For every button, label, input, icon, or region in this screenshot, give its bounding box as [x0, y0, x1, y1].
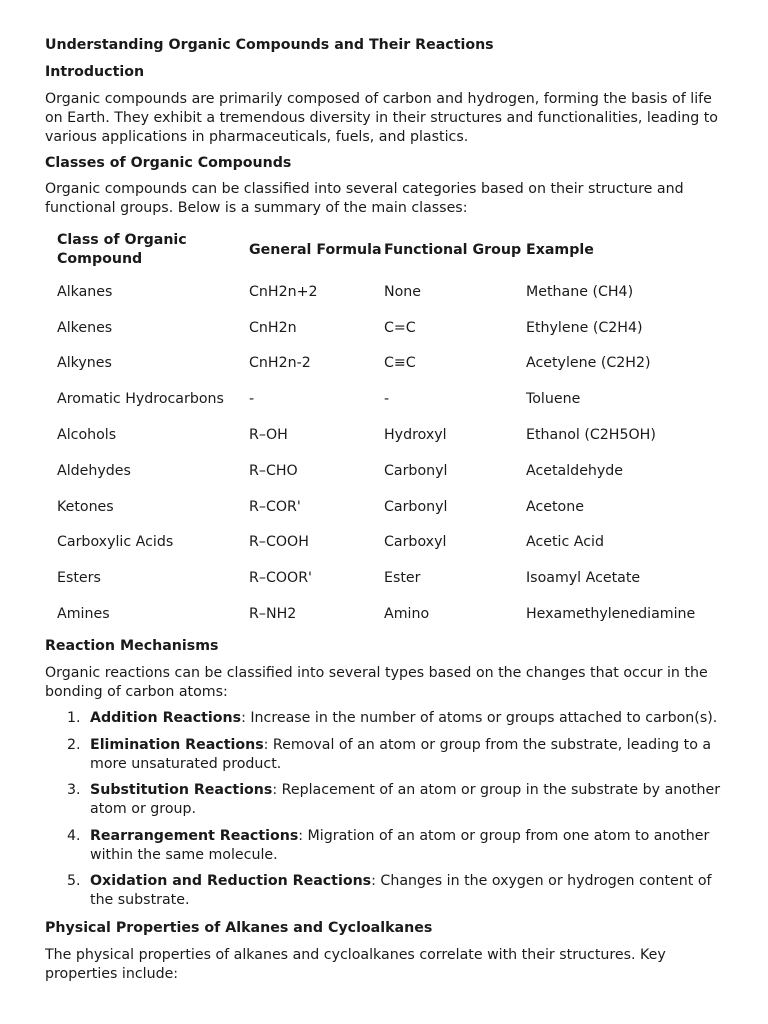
- list-term: Addition Reactions: [90, 710, 242, 726]
- list-term: Oxidation and Reduction Reactions: [90, 873, 372, 889]
- list-number: 4.: [67, 827, 81, 844]
- formula-cell: R–CHO: [249, 462, 298, 479]
- table-row: [45, 310, 725, 346]
- class-cell: Carboxylic Acids: [57, 534, 174, 551]
- formula-cell: R–COOH: [249, 534, 309, 551]
- list-description: : Increase in the number of atoms or groups attached to carbon(s).: [241, 710, 718, 726]
- class-cell: Alkynes: [57, 355, 112, 372]
- formula-cell: R–COR': [249, 498, 301, 515]
- table-row: [45, 453, 725, 489]
- list-description: : Replacement of an atom or group in the substrate by another atom or group.: [90, 782, 721, 817]
- list-term: Rearrangement Reactions: [90, 827, 299, 844]
- formula-cell: CnH2n: [249, 319, 297, 336]
- introduction-heading: Introduction: [45, 64, 145, 80]
- class-cell: Aromatic Hydrocarbons: [57, 391, 224, 408]
- functional-group-cell: Carboxyl: [384, 534, 447, 551]
- class-cell: Amines: [57, 606, 110, 623]
- list-number: 3.: [67, 782, 81, 798]
- list-description: : Removal of an atom or group from the substrate, leading to a more unsaturated product.: [90, 736, 712, 772]
- functional-group-cell: Carbonyl: [384, 498, 448, 515]
- list-description: : Changes in the oxygen or hydrogen content of the substrate.: [90, 873, 712, 908]
- functional-group-cell: Hydroxyl: [384, 427, 447, 444]
- list-item: [45, 709, 725, 728]
- example-cell: Acetylene (C2H2): [526, 355, 651, 372]
- column-header: Class of Organic Compound: [57, 232, 187, 267]
- class-cell: Ketones: [57, 498, 114, 515]
- functional-group-cell: None: [384, 283, 422, 300]
- functional-group-cell: C≡C: [384, 355, 416, 372]
- list-item: [45, 872, 725, 910]
- column-header: General Formula: [249, 241, 382, 258]
- classes-text: Organic compounds can be classified into several categories based on their structure and functional groups. Below is a summary of the main classes:: [45, 181, 684, 216]
- column-header: Functional Group: [384, 241, 522, 258]
- list-term: Substitution Reactions: [90, 782, 273, 798]
- physical-properties-heading: Physical Properties of Alkanes and Cycloalkanes: [45, 920, 433, 936]
- table-row: [45, 489, 725, 525]
- document-title: Understanding Organic Compounds and Their Reactions: [45, 37, 494, 53]
- list-number: 2.: [67, 736, 81, 753]
- formula-cell: -: [249, 391, 255, 408]
- example-cell: Acetone: [526, 498, 584, 515]
- formula-cell: R–OH: [249, 427, 288, 444]
- physical-properties-text: The physical properties of alkanes and cycloalkanes correlate with their structures. Key properties include:: [45, 947, 666, 982]
- table-row: [45, 346, 725, 382]
- functional-group-cell: Carbonyl: [384, 462, 448, 479]
- list-number: 1.: [67, 710, 81, 726]
- class-cell: Alcohols: [57, 427, 117, 444]
- example-cell: Toluene: [526, 391, 581, 408]
- formula-cell: CnH2n-2: [249, 355, 311, 372]
- class-cell: Alkenes: [57, 319, 113, 336]
- functional-group-cell: C=C: [384, 319, 416, 336]
- example-cell: Methane (CH4): [526, 283, 634, 300]
- formula-cell: CnH2n+2: [249, 283, 318, 300]
- example-cell: Ethanol (C2H5OH): [526, 427, 656, 444]
- table-row: [45, 560, 725, 596]
- list-term: Elimination Reactions: [90, 736, 264, 753]
- table-header-row: [45, 226, 725, 274]
- table-row: [45, 417, 725, 453]
- class-cell: Esters: [57, 570, 101, 587]
- table-row: [45, 274, 725, 310]
- list-item: [45, 827, 725, 865]
- example-cell: Acetic Acid: [526, 534, 605, 551]
- functional-group-cell: -: [384, 391, 390, 408]
- example-cell: Hexamethylenediamine: [526, 606, 696, 623]
- example-cell: Isoamyl Acetate: [526, 570, 641, 587]
- table-row: [45, 525, 725, 561]
- organic-classes-table: [45, 226, 725, 632]
- class-cell: Aldehydes: [57, 462, 131, 479]
- introduction-text: Organic compounds are primarily composed of carbon and hydrogen, forming the basis of life on Earth. They exhibit a tremendous diversity in their structures and functionalities, leading to various applications in pharmaceuticals, fuels, and plastics.: [45, 91, 718, 145]
- list-number: 5.: [67, 873, 81, 889]
- functional-group-cell: Amino: [384, 606, 430, 623]
- class-cell: Alkanes: [57, 283, 113, 300]
- list-description: : Migration of an atom or group from one atom to another within the same molecule.: [90, 827, 710, 863]
- formula-cell: R–COOR': [249, 570, 312, 587]
- column-header: Example: [526, 241, 594, 258]
- list-item: [45, 781, 725, 819]
- example-cell: Acetaldehyde: [526, 462, 624, 479]
- formula-cell: R–NH2: [249, 606, 297, 623]
- list-item: [45, 736, 725, 774]
- mechanisms-heading: Reaction Mechanisms: [45, 638, 219, 654]
- classes-heading: Classes of Organic Compounds: [45, 155, 292, 171]
- reaction-types-list: [45, 709, 725, 918]
- example-cell: Ethylene (C2H4): [526, 319, 643, 336]
- table-row: [45, 381, 725, 417]
- functional-group-cell: Ester: [384, 570, 421, 587]
- mechanisms-text: Organic reactions can be classified into several types based on the changes that occur in the bonding of carbon atoms:: [45, 665, 708, 700]
- table-row: [45, 596, 725, 632]
